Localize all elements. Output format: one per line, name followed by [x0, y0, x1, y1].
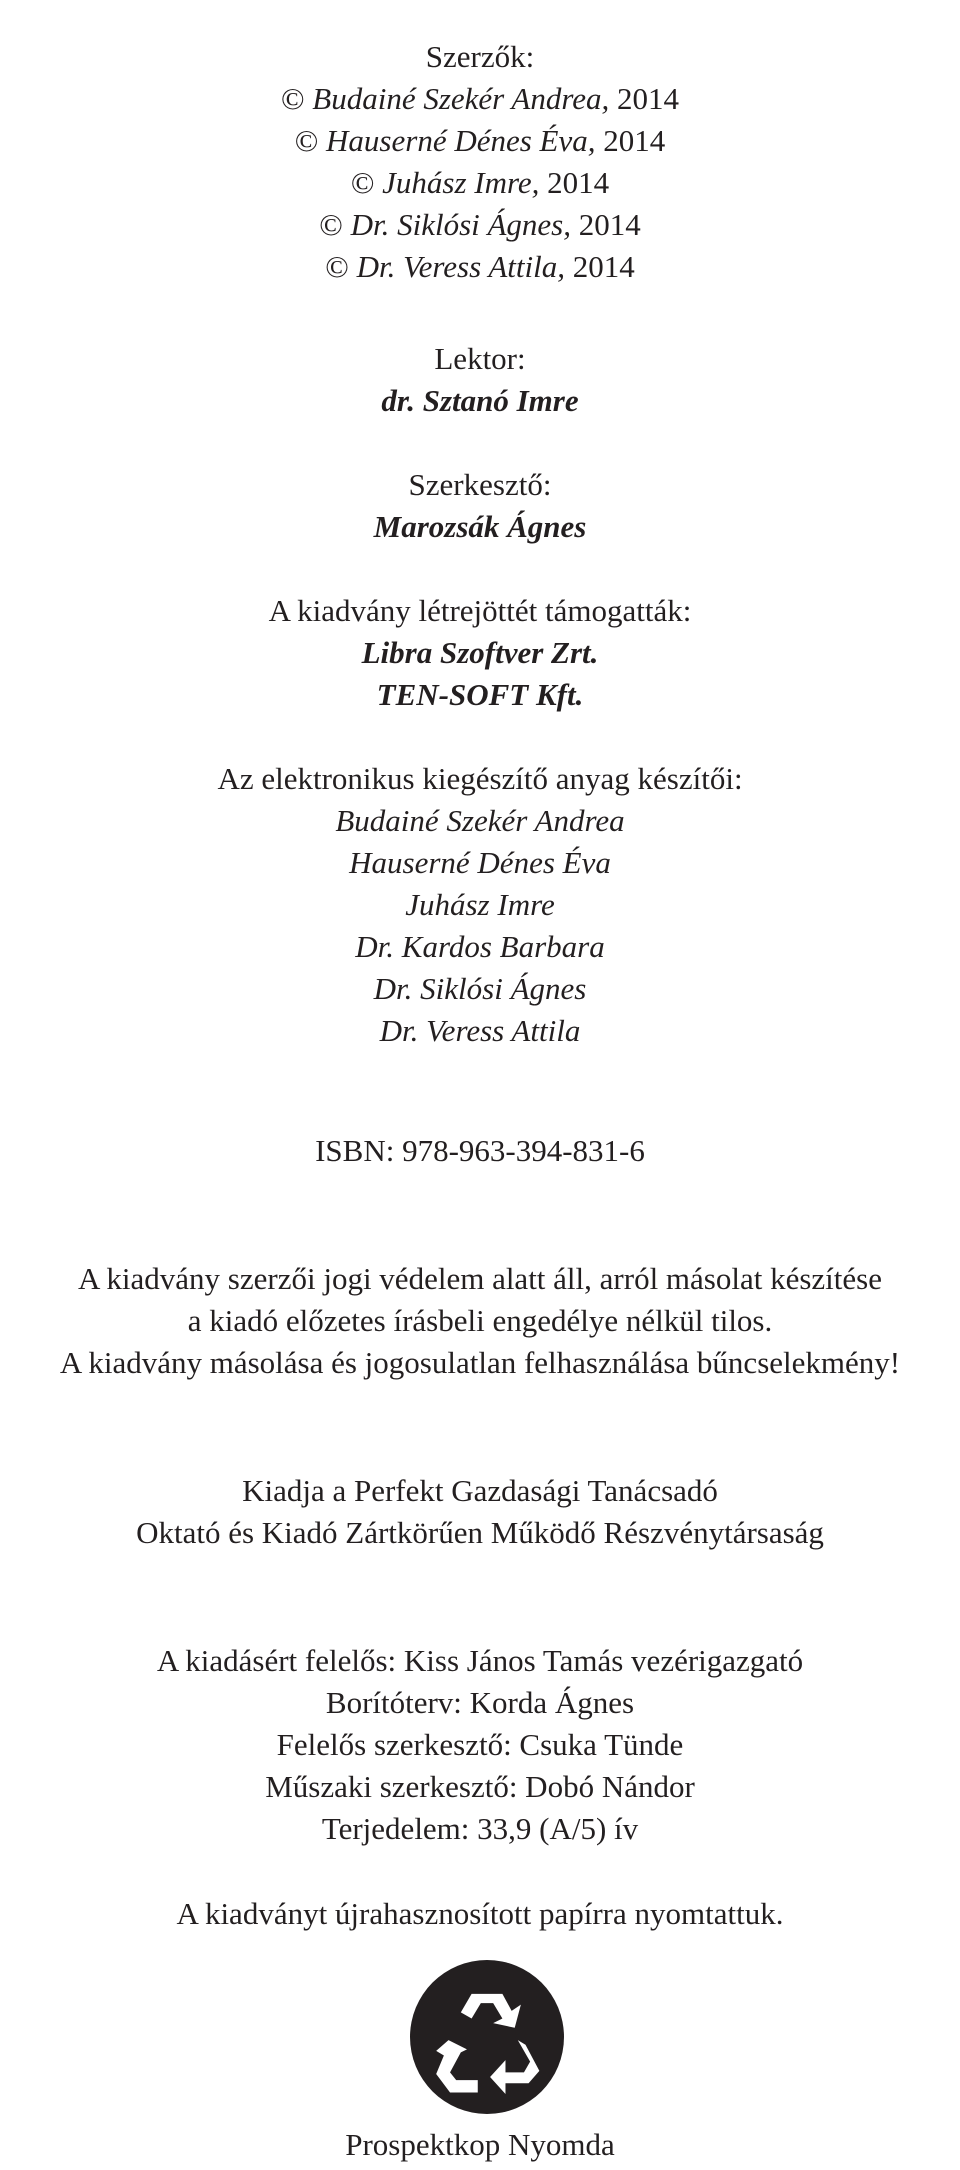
isbn: ISBN: 978-963-394-831-6 — [315, 1133, 645, 1168]
recycle-icon — [410, 1960, 564, 2114]
printer-section — [0, 2124, 960, 2166]
lektor-heading: Lektor: — [434, 341, 526, 376]
electronic-material-author: Dr. Kardos Barbara — [355, 929, 605, 964]
authors-section — [0, 36, 960, 288]
copyright-notice-line: A kiadvány másolása és jogosulatlan felhasználása bűncselekmény! — [59, 1345, 901, 1380]
copyright-year: 2014 — [578, 207, 641, 242]
electronic-material-author: Juhász Imre — [405, 887, 555, 922]
electronic-material-author: Dr. Veress Attila — [379, 1013, 581, 1048]
credit-line: Terjedelem: 33,9 (A/5) ív — [321, 1811, 639, 1846]
author-copyright — [0, 204, 960, 246]
electronic-material-author: Budainé Szekér Andrea — [335, 803, 625, 838]
author-copyright — [0, 78, 960, 120]
author-copyright — [0, 120, 960, 162]
recycled-paper-text: A kiadványt újrahasznosított papírra nyomtattuk. — [176, 1896, 784, 1931]
author-name: Budainé Szekér Andrea, — [312, 81, 610, 116]
recycled-paper-note — [0, 1893, 960, 1935]
author-name: Dr. Veress Attila, — [356, 249, 565, 284]
copyright-notice — [0, 1258, 960, 1384]
supporter-name: TEN-SOFT Kft. — [376, 677, 584, 712]
electronic-material-heading: Az elektronikus kiegészítő anyag készítői: — [217, 761, 743, 796]
publisher-line: Kiadja a Perfekt Gazdasági Tanácsadó — [242, 1473, 718, 1508]
lektor-name: dr. Sztanó Imre — [381, 383, 579, 418]
copyright-year: 2014 — [603, 123, 666, 158]
editor-name: Marozsák Ágnes — [373, 509, 587, 544]
credit-line: Felelős szerkesztő: Csuka Tünde — [276, 1727, 684, 1762]
editor-section — [0, 464, 960, 548]
publisher-section — [0, 1470, 960, 1554]
copyright-year: 2014 — [547, 165, 610, 200]
copyright-symbol: © — [319, 207, 343, 242]
credit-line: Műszaki szerkesztő: Dobó Nándor — [265, 1769, 695, 1804]
author-name: Hauserné Dénes Éva, — [326, 123, 596, 158]
copyright-symbol: © — [325, 249, 349, 284]
editor-heading: Szerkesztő: — [408, 467, 552, 502]
copyright-notice-line: a kiadó előzetes írásbeli engedélye nélkül tilos. — [187, 1303, 773, 1338]
supporter-name: Libra Szoftver Zrt. — [361, 635, 599, 670]
copyright-year: 2014 — [572, 249, 635, 284]
electronic-material-author: Dr. Siklósi Ágnes — [373, 971, 587, 1006]
printer-name: Prospektkop Nyomda — [345, 2127, 615, 2162]
authors-heading: Szerzők: — [425, 39, 535, 74]
copyright-symbol: © — [280, 81, 305, 116]
electronic-material-section — [0, 758, 960, 1052]
publisher-line: Oktató és Kiadó Zártkörűen Működő Részvénytársaság — [136, 1515, 824, 1550]
author-copyright — [0, 162, 960, 204]
lektor-section — [0, 338, 960, 422]
isbn-section — [0, 1130, 960, 1172]
author-copyright — [0, 246, 960, 288]
supporters-heading: A kiadvány létrejöttét támogatták: — [268, 593, 692, 628]
electronic-material-author: Hauserné Dénes Éva — [349, 845, 611, 880]
copyright-year: 2014 — [617, 81, 680, 116]
credit-line: Borítóterv: Korda Ágnes — [325, 1685, 635, 1720]
copyright-notice-line: A kiadvány szerzői jogi védelem alatt áll, arról másolat készítése — [78, 1261, 882, 1296]
credits-section — [0, 1640, 960, 1850]
copyright-symbol: © — [350, 165, 375, 200]
supporters-section — [0, 590, 960, 716]
author-name: Dr. Siklósi Ágnes, — [350, 207, 571, 242]
author-name: Juhász Imre, — [382, 165, 540, 200]
copyright-symbol: © — [294, 123, 319, 158]
credit-line: A kiadásért felelős: Kiss János Tamás vezérigazgató — [156, 1643, 804, 1678]
